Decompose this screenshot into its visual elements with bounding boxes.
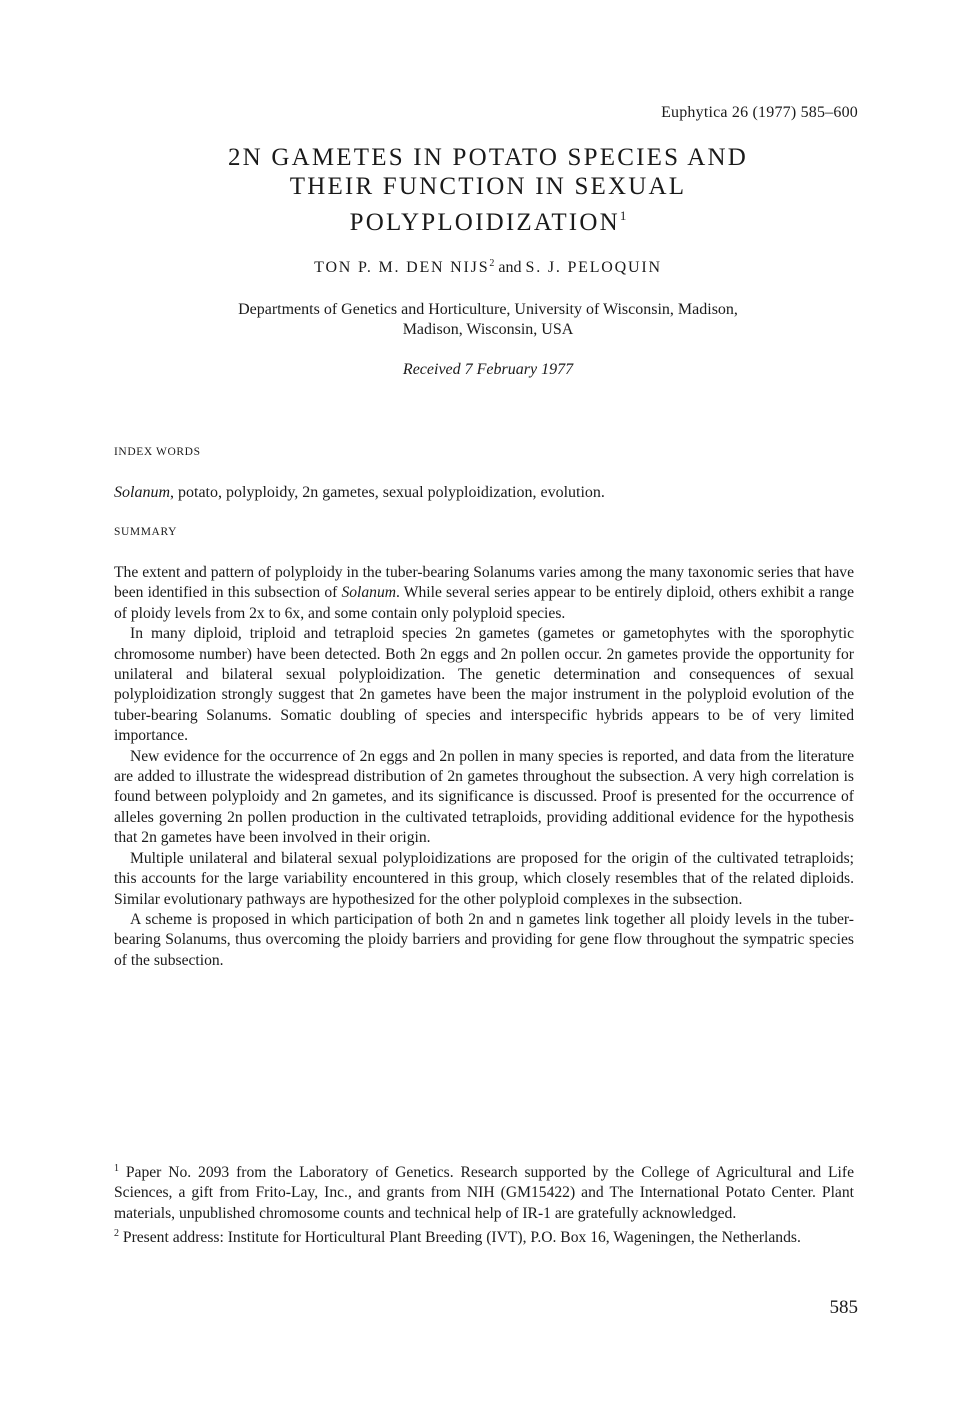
summary-paragraph-5: A scheme is proposed in which participation of both 2n and n gametes link together all ploidy levels in the tuber-bearing Solanums, thus overcoming the ploidy barriers and providing for gene flow throughout the sympatric species of the subsection. [114,910,854,969]
affiliation-line-2: Madison, Wisconsin, USA [402,321,574,338]
article-title [0,143,976,237]
summary-p1-text-b: . While several series appear to be entirely diploid, others exhibit a range of ploidy levels from 2x to 6x, and some contain only polyploid species. [114,584,854,622]
author-1: TON P. M. DEN NIJS [314,259,490,276]
footnote-2-mark: 2 [114,1228,119,1240]
affiliation-line-1: Departments of Genetics and Horticulture, University of Wisconsin, Madison, [238,301,738,318]
footnote-1-mark: 1 [114,1163,119,1174]
footnote-2 [114,1224,854,1248]
index-words-heading: INDEX WORDS [114,446,201,458]
title-line-3 [0,201,976,237]
index-words [114,484,854,502]
index-words-genus: Solanum [114,484,170,501]
author-2: S. J. PELOQUIN [525,259,662,276]
summary-p1-genus: Solanum [341,584,397,602]
journal-reference: Euphytica 26 (1977) 585–600 [661,104,858,121]
summary-heading: SUMMARY [114,526,177,538]
footnote-2-text: Present address: Institute for Horticultural Plant Breeding (IVT), P.O. Box 16, Wageningen, the Netherlands. [119,1229,801,1247]
summary-paragraph-4: Multiple unilateral and bilateral sexual polyploidizations are proposed for the origin of the cultivated tetraploids; this accounts for the large variability encountered in this group, which closely resembles that of the related diploids. Similar evolutionary pathways are hypothesized for the other polyploid complexes in the subsection. [114,849,854,908]
summary-paragraph-2: In many diploid, triploid and tetraploid species 2n gametes (gametes or gametophytes with the sporophytic chromosome number) have been detected. Both 2n eggs and 2n pollen occur. 2n gametes provide the opportunity for unilateral and bilateral sexual polyploidization. The genetic determination and consequences of sexual polyploidization strongly suggest that 2n gametes have been the major instrument in the polyploid evolution of the tuber-bearing Solanums. Somatic doubling of species and interspecific hybrids appears to be of very limited importance. [114,625,854,745]
page-number: 585 [829,1297,858,1318]
author-list [0,258,976,277]
title-line-2: THEIR FUNCTION IN SEXUAL [289,173,687,200]
affiliation [0,300,976,340]
summary-p1-text-a: The extent and pattern of polyploidy in the tuber-bearing Solanums varies among the many taxonomic series that have been identified in this subsection of [114,564,854,602]
footnote-1 [114,1159,854,1224]
title-line-3-text: POLYPLOIDIZATION [349,209,620,236]
author-1-footnote-mark: 2 [489,258,495,269]
footnotes [114,1159,854,1249]
summary-paragraph-1 [114,563,854,624]
index-words-list: , potato, polyploidy, 2n gametes, sexual polyploidization, evolution. [170,484,605,501]
title-line-1: 2N GAMETES IN POTATO SPECIES AND [227,144,749,171]
summary-body [114,563,854,971]
received-date: Received 7 February 1977 [402,361,574,378]
title-footnote-mark: 1 [619,208,627,223]
footnote-1-text: Paper No. 2093 from the Laboratory of Genetics. Research supported by the College of Agricultural and Life Sciences, a gift from Frito-Lay, Inc., and grants from NIH (GM15422) and The International Potato Center. Plant materials, unpublished chromosome counts and technical help of IR-1 are gratefully acknowledged. [114,1164,854,1222]
summary-paragraph-3: New evidence for the occurrence of 2n eggs and 2n pollen in many species is reported, and data from the literature are added to illustrate the widespread distribution of 2n gametes throughout the subsection. A very high correlation is found between polyploidy and 2n gametes, and its significance is discussed. Proof is presented for the occurrence of alleles governing 2n pollen production in the cultivated tetraploids, providing additional evidence for the hypothesis that 2n gametes have been involved in their origin. [114,747,854,847]
author-conjunction: and [494,259,526,276]
